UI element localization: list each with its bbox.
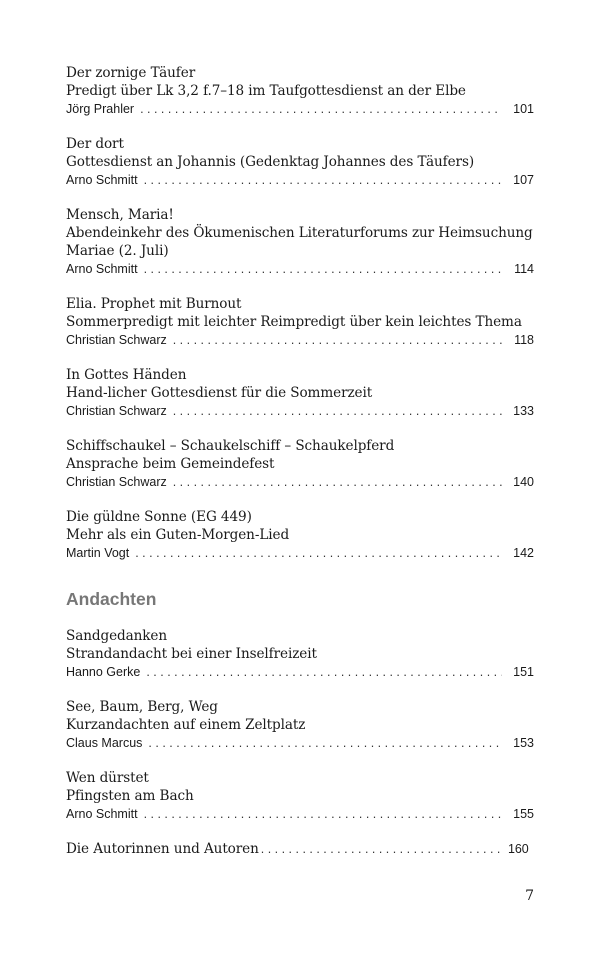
page-number: 7 [525, 888, 534, 904]
entry-author: Christian Schwarz [66, 404, 167, 418]
entry-author: Arno Schmitt [66, 807, 138, 821]
entry-title: Die Autorinnen und Autoren [66, 841, 259, 857]
entry-title: Sandgedanken [66, 628, 168, 644]
toc-entry[interactable] [66, 437, 534, 491]
entry-page-number: 107 [513, 173, 534, 187]
toc-entry[interactable] [66, 769, 534, 823]
entry-author-line [66, 734, 534, 752]
entry-subtitle: Pfingsten am Bach [66, 788, 194, 804]
dot-leader [261, 840, 502, 858]
entry-page-number: 160 [508, 842, 529, 856]
entry-title: Schiffschaukel – Schaukelschiff – Schaukelpferd [66, 438, 395, 454]
entry-page-number: 114 [514, 262, 534, 276]
entry-author: Arno Schmitt [66, 262, 138, 276]
entry-subtitle: Mehr als ein Guten-Morgen-Lied [66, 527, 290, 543]
entry-page-number: 151 [513, 665, 534, 679]
entry-title: See, Baum, Berg, Weg [66, 699, 218, 715]
entry-page-number: 140 [513, 475, 534, 489]
entry-page-number: 155 [513, 807, 534, 821]
entry-author-line [66, 260, 534, 278]
entry-subtitle: Gottesdienst an Johannis (Gedenktag Johannes des Täufers) [66, 154, 475, 170]
dot-leader [173, 473, 502, 491]
toc-entry[interactable] [66, 295, 534, 349]
entry-title: Der zornige Täufer [66, 65, 196, 81]
toc-entry[interactable] [66, 508, 534, 562]
entry-title: In Gottes Händen [66, 367, 187, 383]
toc-entry[interactable] [66, 135, 534, 189]
dot-leader [140, 100, 502, 118]
entry-author-line [66, 663, 534, 681]
entry-author-line [66, 331, 534, 349]
entry-subtitle: Strandandacht bei einer Inselfreizeit [66, 646, 317, 662]
entry-subtitle: Predigt über Lk 3,2 f.7–18 im Taufgottesdienst an der Elbe [66, 83, 466, 99]
entry-author-line [66, 544, 534, 562]
entry-author: Claus Marcus [66, 736, 143, 750]
toc-entry[interactable] [66, 627, 534, 681]
toc-entry[interactable] [66, 698, 534, 752]
entry-author-line [66, 805, 534, 823]
dot-leader [173, 402, 502, 420]
entry-subtitle: Abendeinkehr des Ökumenischen Literaturforums zur Heimsuchung Mariae (2. Juli) [66, 225, 533, 259]
entry-title: Die güldne Sonne (EG 449) [66, 509, 252, 525]
entry-author-line [66, 402, 534, 420]
entry-page-number: 101 [513, 102, 534, 116]
dot-leader [135, 544, 502, 562]
entry-page-number: 142 [513, 546, 534, 560]
entry-author: Christian Schwarz [66, 333, 167, 347]
entry-title: Mensch, Maria! [66, 207, 174, 223]
entry-author-line [66, 100, 534, 118]
entry-subtitle: Kurzandachten auf einem Zeltplatz [66, 717, 306, 733]
entry-subtitle: Hand-licher Gottesdienst für die Sommerzeit [66, 385, 373, 401]
section-heading: Andachten [66, 589, 157, 609]
dot-leader [146, 663, 502, 681]
toc-entry[interactable] [66, 366, 534, 420]
dot-leader [148, 734, 502, 752]
toc-entry[interactable] [66, 206, 534, 278]
dot-leader [144, 260, 502, 278]
dot-leader [173, 331, 502, 349]
entry-title: Der dort [66, 136, 124, 152]
entry-author-line [66, 171, 534, 189]
entry-author: Hanno Gerke [66, 665, 141, 679]
toc-entry-authors[interactable] [66, 840, 534, 858]
entry-page-number: 118 [514, 333, 534, 347]
entry-page-number: 133 [513, 404, 534, 418]
entry-author-line [66, 473, 534, 491]
entry-author: Jörg Prahler [66, 102, 135, 116]
entry-subtitle: Ansprache beim Gemeindefest [66, 456, 275, 472]
entry-title: Elia. Prophet mit Burnout [66, 296, 242, 312]
dot-leader [144, 171, 502, 189]
table-of-contents [66, 64, 534, 875]
entry-author: Martin Vogt [66, 546, 130, 560]
entry-title: Wen dürstet [66, 770, 149, 786]
toc-entry[interactable] [66, 64, 534, 118]
entry-author: Arno Schmitt [66, 173, 138, 187]
entry-subtitle: Sommerpredigt mit leichter Reimpredigt über kein leichtes Thema [66, 314, 522, 330]
entry-page-number: 153 [513, 736, 534, 750]
dot-leader [144, 805, 502, 823]
entry-author: Christian Schwarz [66, 475, 167, 489]
